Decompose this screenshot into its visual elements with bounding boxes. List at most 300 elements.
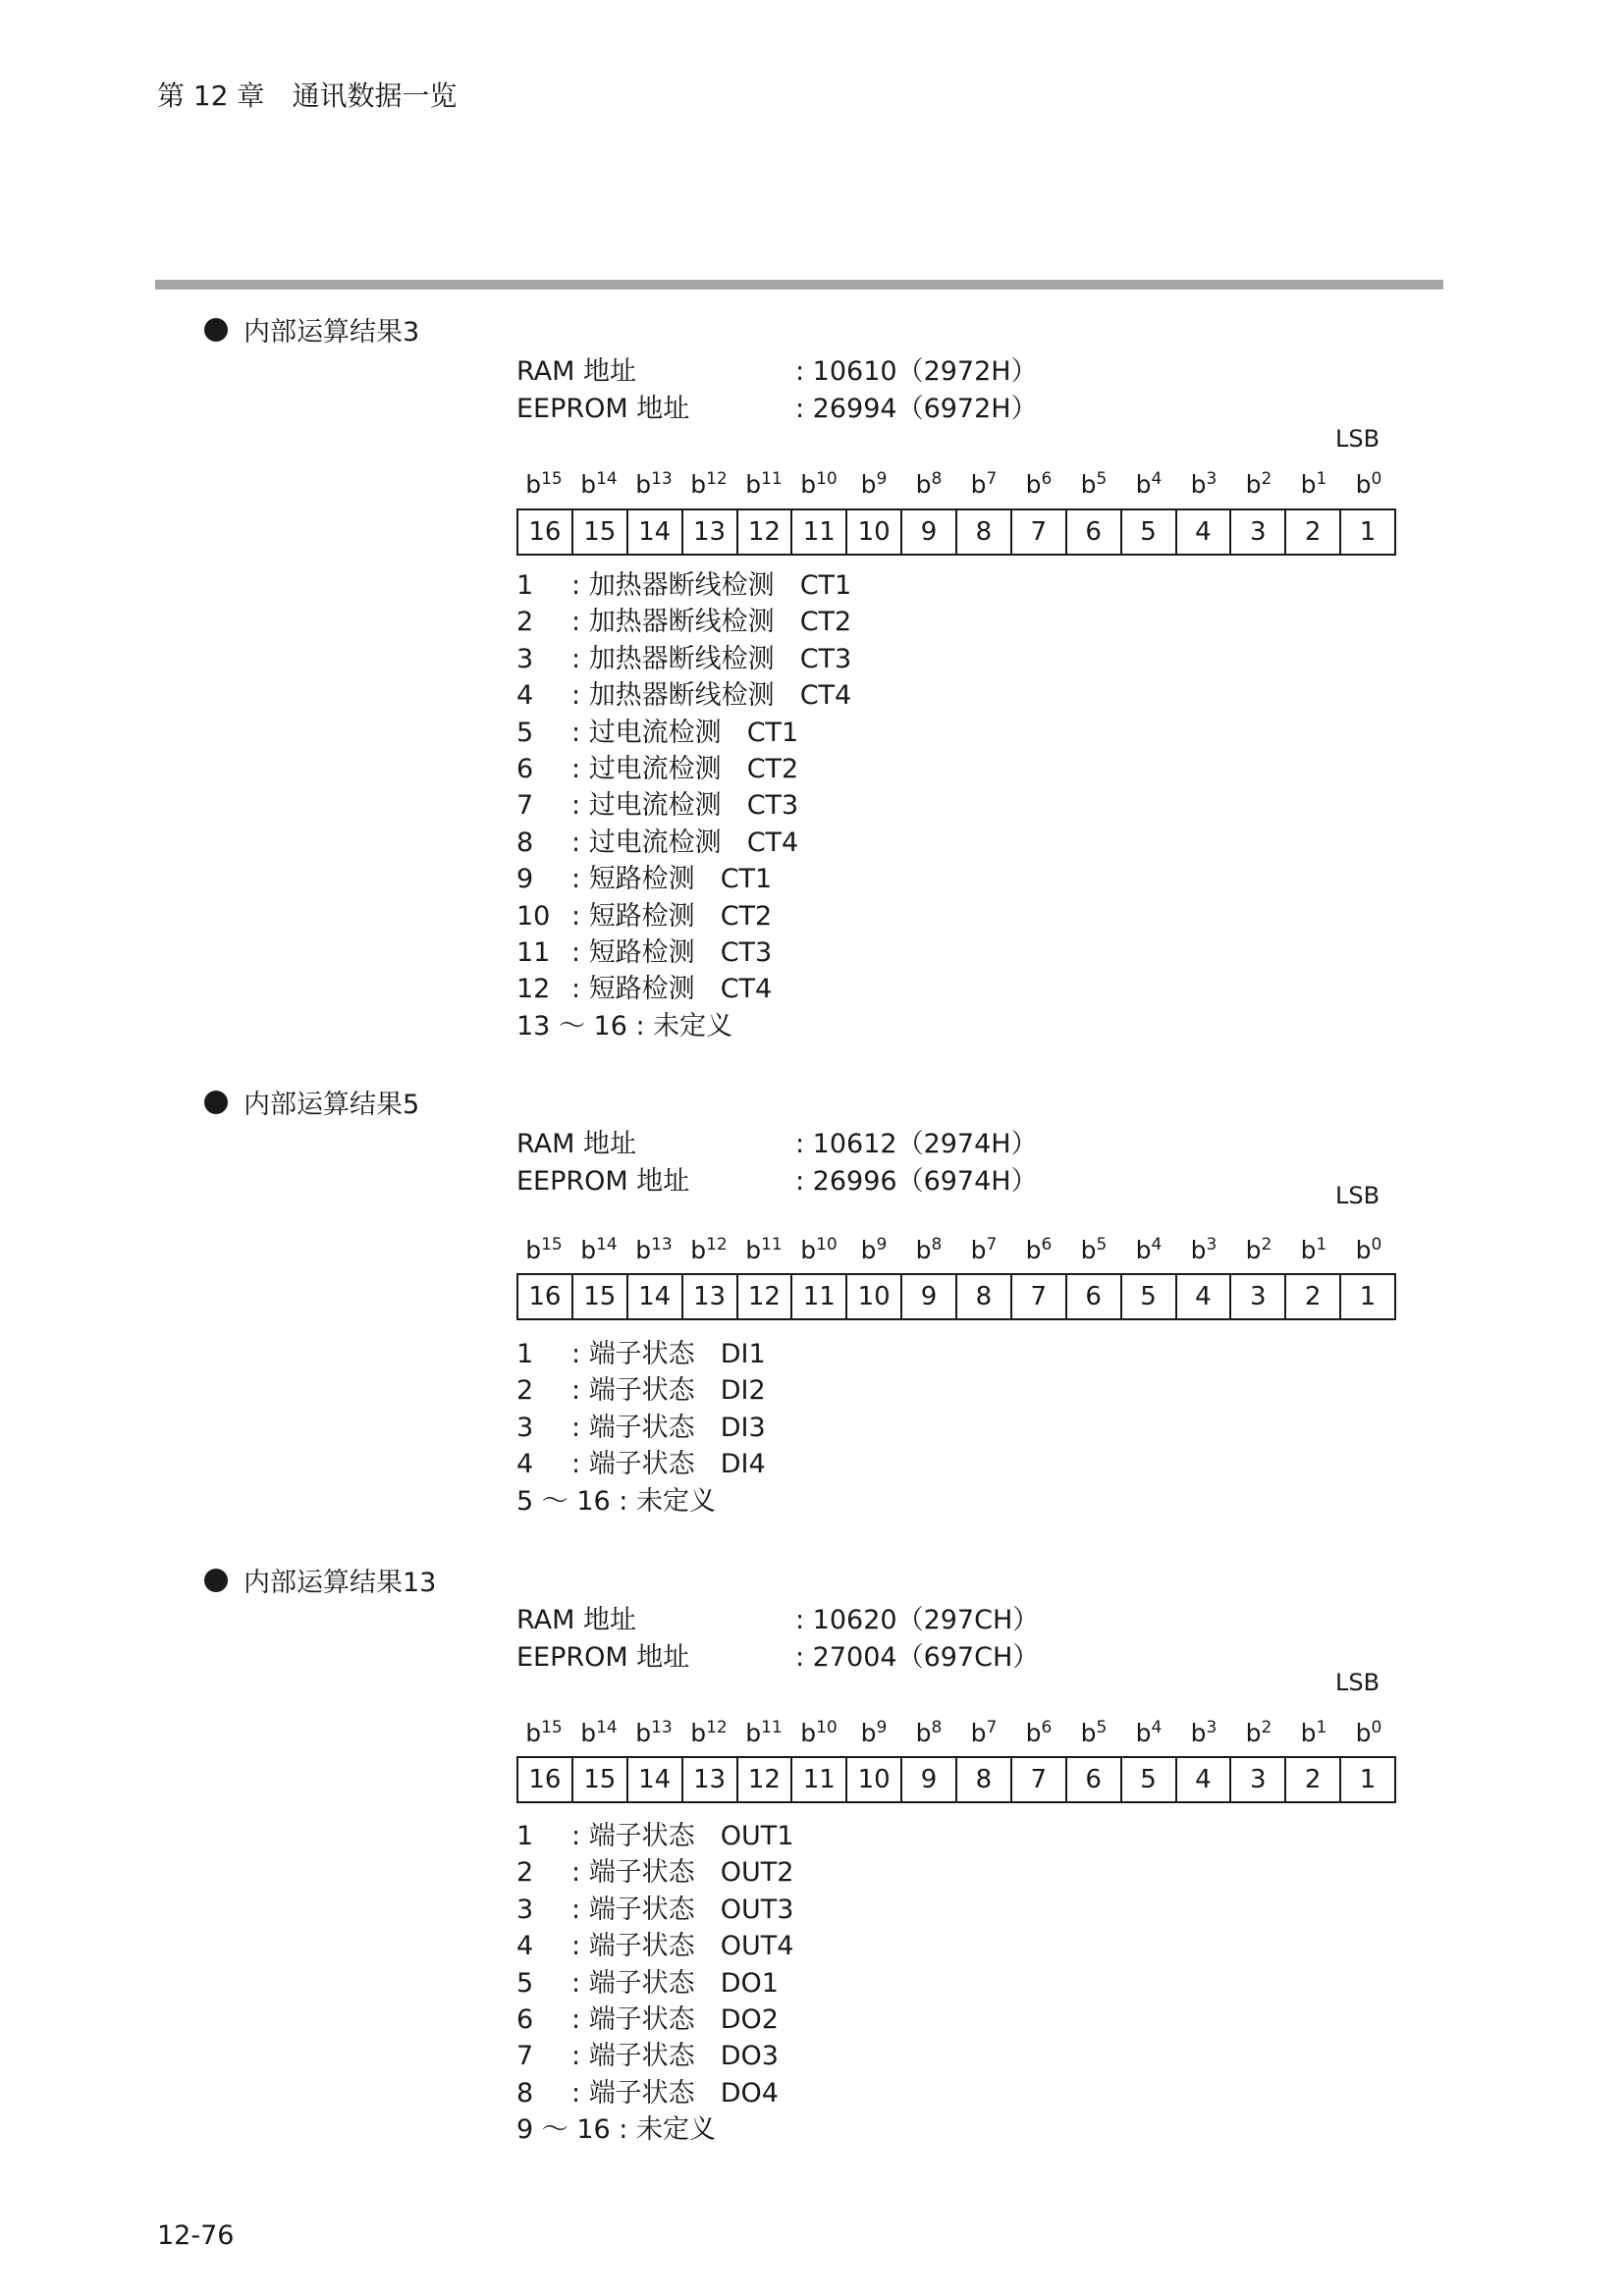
item-separator: : bbox=[571, 1821, 589, 1851]
bit-index: 0 bbox=[1371, 1235, 1382, 1255]
eeprom-address-row bbox=[516, 1635, 1039, 1674]
eeprom-address-label: EEPROM 地址 bbox=[516, 394, 690, 424]
bit-name: $b^4$ bbox=[1135, 1235, 1163, 1264]
list-item bbox=[516, 567, 851, 604]
bit-name: $b^2$ bbox=[1245, 1235, 1272, 1264]
bit-name: $b^3$ bbox=[1190, 469, 1218, 499]
bit-definition-list bbox=[516, 567, 851, 1044]
bit-index: 7 bbox=[986, 1235, 998, 1255]
item-description: 端子状态 bbox=[588, 1894, 695, 1925]
item-number: 3 bbox=[516, 1412, 534, 1443]
item-signal: DI2 bbox=[720, 1375, 766, 1407]
item-number: 1 bbox=[516, 1821, 534, 1851]
bit-cell: 1 bbox=[1339, 1275, 1394, 1318]
bit-name: $b^1$ bbox=[1300, 1718, 1327, 1747]
bit-cell: 6 bbox=[1065, 510, 1120, 554]
bit-name: $b^8$ bbox=[915, 1235, 943, 1264]
item-number: 6 bbox=[516, 754, 534, 785]
item-signal: OUT3 bbox=[720, 1894, 794, 1925]
bit-index: 12 bbox=[706, 1718, 728, 1737]
item-number: 7 bbox=[516, 790, 534, 822]
bit-name: $b^{10}$ bbox=[800, 1235, 838, 1264]
bit-name: $b^9$ bbox=[860, 469, 888, 499]
item-description: 短路检测 bbox=[588, 974, 695, 1005]
bit-index: 14 bbox=[596, 1235, 618, 1255]
bit-name: $b^{13}$ bbox=[635, 1235, 673, 1264]
bit-name: $b^{12}$ bbox=[690, 1718, 728, 1747]
bullet-icon bbox=[204, 1569, 228, 1592]
bit-index: 15 bbox=[541, 469, 563, 489]
item-separator: : bbox=[571, 643, 589, 674]
item-number: 4 bbox=[516, 1931, 534, 1962]
bit-names-row bbox=[516, 469, 1396, 499]
bit-index: 2 bbox=[1261, 1235, 1272, 1255]
bit-name: $b^{13}$ bbox=[635, 1718, 673, 1747]
bit-cell: 15 bbox=[571, 1758, 626, 1801]
item-separator: : bbox=[571, 1967, 589, 1999]
bit-definition-list bbox=[516, 1818, 793, 2149]
bit-index: 10 bbox=[816, 1235, 838, 1255]
bit-cell: 4 bbox=[1175, 1758, 1230, 1801]
section-heading bbox=[204, 310, 419, 348]
item-number: 7 bbox=[516, 2041, 534, 2072]
item-signal: OUT4 bbox=[720, 1931, 794, 1962]
item-number: 3 bbox=[516, 643, 534, 674]
ram-address-label: RAM 地址 bbox=[516, 356, 637, 387]
list-item bbox=[516, 751, 851, 787]
list-item bbox=[516, 677, 851, 714]
undefined-note: 9 ～ 16 : 未定义 bbox=[516, 2114, 716, 2146]
bit-name: $b^7$ bbox=[970, 1235, 998, 1264]
item-signal: CT4 bbox=[720, 974, 773, 1005]
bit-index: 14 bbox=[596, 1718, 618, 1737]
list-item bbox=[516, 1336, 766, 1372]
item-number: 4 bbox=[516, 1449, 534, 1480]
list-item bbox=[516, 787, 851, 824]
bit-cell: 6 bbox=[1065, 1275, 1120, 1318]
section-heading bbox=[204, 1083, 419, 1121]
item-number: 1 bbox=[516, 1339, 534, 1369]
header-divider bbox=[155, 280, 1443, 290]
bit-name: $b^5$ bbox=[1080, 1235, 1108, 1264]
list-item bbox=[516, 1372, 766, 1409]
bit-index: 5 bbox=[1096, 1235, 1108, 1255]
ram-address-value: : 10620（297CH） bbox=[795, 1605, 1040, 1635]
lsb-label: LSB bbox=[1335, 425, 1380, 453]
list-item bbox=[516, 1818, 793, 1854]
item-description: 端子状态 bbox=[588, 1375, 695, 1407]
bit-name: $b^9$ bbox=[860, 1718, 888, 1747]
item-separator: : bbox=[571, 1412, 589, 1443]
item-separator: : bbox=[571, 1857, 589, 1889]
bit-cell: 13 bbox=[681, 1758, 736, 1801]
bit-index: 13 bbox=[651, 469, 673, 489]
item-number: 8 bbox=[516, 2077, 534, 2109]
item-description: 过电流检测 bbox=[588, 827, 722, 858]
item-separator: : bbox=[571, 790, 589, 822]
bit-cell: 13 bbox=[681, 510, 736, 554]
item-description: 加热器断线检测 bbox=[588, 680, 775, 712]
bit-cell: 4 bbox=[1175, 1275, 1230, 1318]
bit-name: $b^8$ bbox=[915, 469, 943, 499]
eeprom-address-value: : 26994（6972H） bbox=[795, 394, 1038, 424]
section-title: 内部运算结果3 bbox=[244, 317, 420, 347]
bit-index: 6 bbox=[1041, 1235, 1053, 1255]
bit-cell: 2 bbox=[1284, 1758, 1339, 1801]
list-item bbox=[516, 1892, 793, 1928]
bit-cell: 16 bbox=[528, 1765, 562, 1794]
bit-index: 4 bbox=[1151, 1235, 1163, 1255]
item-description: 端子状态 bbox=[588, 1821, 695, 1851]
item-separator: : bbox=[571, 1449, 589, 1480]
bit-cell: 5 bbox=[1120, 1275, 1175, 1318]
item-signal: OUT1 bbox=[720, 1821, 794, 1851]
item-number: 4 bbox=[516, 680, 534, 712]
eeprom-address-value: : 27004（697CH） bbox=[795, 1642, 1040, 1673]
item-signal: CT4 bbox=[799, 680, 852, 712]
chapter-title: 通讯数据一览 bbox=[292, 80, 458, 112]
item-signal: CT2 bbox=[746, 754, 799, 785]
bit-index: 6 bbox=[1041, 469, 1053, 489]
bit-name: $b^5$ bbox=[1080, 469, 1108, 499]
bit-name: $b^0$ bbox=[1355, 1235, 1382, 1264]
list-item bbox=[516, 1965, 793, 2002]
bit-index: 7 bbox=[986, 469, 998, 489]
item-separator: : bbox=[571, 974, 589, 1005]
bit-name: $b^6$ bbox=[1025, 1718, 1053, 1747]
item-signal: CT4 bbox=[746, 827, 799, 858]
item-description: 过电流检测 bbox=[588, 790, 722, 822]
item-description: 端子状态 bbox=[588, 1857, 695, 1889]
list-item bbox=[516, 898, 851, 934]
list-item bbox=[516, 641, 851, 677]
bit-name: $b^6$ bbox=[1025, 469, 1053, 499]
ram-address-row bbox=[516, 1598, 1039, 1636]
item-separator: : bbox=[571, 680, 589, 712]
bit-cell: 7 bbox=[1010, 1758, 1065, 1801]
bit-index: 5 bbox=[1096, 469, 1108, 489]
item-signal: DO2 bbox=[720, 2004, 779, 2036]
bit-name: $b^{15}$ bbox=[525, 1718, 563, 1747]
bit-name: $b^8$ bbox=[915, 1718, 943, 1747]
bit-index: 15 bbox=[541, 1235, 563, 1255]
item-signal: CT2 bbox=[720, 900, 773, 932]
bit-definition-list bbox=[516, 1336, 766, 1520]
list-item bbox=[516, 2075, 793, 2111]
bit-index: 3 bbox=[1206, 1718, 1218, 1737]
bit-name: $b^{14}$ bbox=[580, 469, 618, 499]
bit-index: 9 bbox=[876, 1235, 888, 1255]
undefined-note: 5 ～ 16 : 未定义 bbox=[516, 1485, 716, 1517]
bit-cell: 3 bbox=[1229, 1275, 1284, 1318]
bit-cell: 14 bbox=[626, 1758, 681, 1801]
bit-name: $b^7$ bbox=[970, 1718, 998, 1747]
item-number: 6 bbox=[516, 2004, 534, 2036]
bullet-icon bbox=[204, 318, 228, 342]
item-separator: : bbox=[571, 607, 589, 638]
item-description: 短路检测 bbox=[588, 937, 695, 969]
bit-cell: 11 bbox=[790, 1275, 845, 1318]
eeprom-address-row bbox=[516, 387, 1038, 425]
bit-cell: 9 bbox=[900, 1758, 955, 1801]
item-separator: : bbox=[571, 827, 589, 858]
list-item bbox=[516, 825, 851, 861]
bit-name: $b^{12}$ bbox=[690, 469, 728, 499]
bit-cell: 11 bbox=[790, 1758, 845, 1801]
bit-name: $b^6$ bbox=[1025, 1235, 1053, 1264]
item-number: 12 bbox=[516, 974, 551, 1005]
bit-name: $b^4$ bbox=[1135, 469, 1163, 499]
item-separator: : bbox=[571, 864, 589, 895]
bit-index: 9 bbox=[876, 1718, 888, 1737]
bit-cell: 8 bbox=[955, 510, 1010, 554]
bit-index: 12 bbox=[706, 469, 728, 489]
bit-index: 0 bbox=[1371, 1718, 1382, 1737]
eeprom-address-row bbox=[516, 1159, 1038, 1198]
bit-name: $b^0$ bbox=[1355, 1718, 1382, 1747]
bit-cell: 15 bbox=[571, 1275, 626, 1318]
item-number: 3 bbox=[516, 1894, 534, 1925]
item-number: 2 bbox=[516, 1857, 534, 1889]
bit-index: 2 bbox=[1261, 469, 1272, 489]
item-separator: : bbox=[571, 937, 589, 969]
list-item bbox=[516, 934, 851, 971]
bit-name: $b^{10}$ bbox=[800, 1718, 838, 1747]
bit-name: $b^5$ bbox=[1080, 1718, 1108, 1747]
item-description: 端子状态 bbox=[588, 1449, 695, 1480]
bit-name: $b^1$ bbox=[1300, 469, 1327, 499]
bit-cell: 12 bbox=[736, 510, 791, 554]
bit-cell: 10 bbox=[845, 1275, 900, 1318]
bit-name: $b^{15}$ bbox=[525, 469, 563, 499]
bit-index: 8 bbox=[931, 1718, 943, 1737]
bit-cell: 9 bbox=[900, 510, 955, 554]
bit-index: 12 bbox=[706, 1235, 728, 1255]
item-description: 短路检测 bbox=[588, 900, 695, 932]
bit-cell: 10 bbox=[845, 510, 900, 554]
bit-name: $b^2$ bbox=[1245, 1718, 1272, 1747]
bit-cell: 15 bbox=[571, 510, 626, 554]
bit-index: 1 bbox=[1316, 469, 1327, 489]
item-signal: CT2 bbox=[799, 607, 852, 638]
bit-index: 1 bbox=[1316, 1718, 1327, 1737]
bit-cell: 3 bbox=[1229, 510, 1284, 554]
lsb-label: LSB bbox=[1335, 1182, 1380, 1209]
item-description: 短路检测 bbox=[588, 864, 695, 895]
bit-cell: 8 bbox=[955, 1758, 1010, 1801]
bit-name: $b^{13}$ bbox=[635, 469, 673, 499]
bit-cell: 10 bbox=[845, 1758, 900, 1801]
item-signal: CT3 bbox=[746, 790, 799, 822]
bit-index: 4 bbox=[1151, 1718, 1163, 1737]
item-description: 加热器断线检测 bbox=[588, 643, 775, 674]
ram-address-value: : 10610（2972H） bbox=[795, 356, 1038, 387]
bit-index: 8 bbox=[931, 469, 943, 489]
item-description: 端子状态 bbox=[588, 2077, 695, 2109]
lsb-label: LSB bbox=[1335, 1669, 1380, 1696]
item-number: 5 bbox=[516, 1967, 534, 1999]
ram-address-row bbox=[516, 349, 1038, 388]
item-description: 端子状态 bbox=[588, 1931, 695, 1962]
list-item bbox=[516, 971, 851, 1007]
bit-name: $b^{10}$ bbox=[800, 469, 838, 499]
list-item bbox=[516, 1928, 793, 1964]
bit-name: $b^{11}$ bbox=[745, 1235, 783, 1264]
item-separator: : bbox=[571, 2004, 589, 2036]
bit-cell: 14 bbox=[626, 1275, 681, 1318]
bit-cell: 4 bbox=[1175, 510, 1230, 554]
bit-name: $b^{14}$ bbox=[580, 1235, 618, 1264]
bit-index: 3 bbox=[1206, 1235, 1218, 1255]
bit-names-row bbox=[516, 1718, 1396, 1747]
bit-name: $b^{11}$ bbox=[745, 469, 783, 499]
item-number: 2 bbox=[516, 1375, 534, 1407]
item-separator: : bbox=[571, 1894, 589, 1925]
item-description: 端子状态 bbox=[588, 1412, 695, 1443]
bit-name: $b^7$ bbox=[970, 469, 998, 499]
list-item bbox=[516, 715, 851, 751]
page-header bbox=[157, 75, 457, 114]
bit-cell: 12 bbox=[736, 1758, 791, 1801]
item-separator: : bbox=[571, 717, 589, 748]
bit-name: $b^2$ bbox=[1245, 469, 1272, 499]
list-item bbox=[516, 604, 851, 640]
bit-cell: 12 bbox=[736, 1275, 791, 1318]
ram-address-value: : 10612（2974H） bbox=[795, 1129, 1038, 1159]
list-item bbox=[516, 2038, 793, 2074]
item-description: 端子状态 bbox=[588, 2004, 695, 2036]
bit-map-table bbox=[516, 508, 1396, 556]
bit-name: $b^3$ bbox=[1190, 1718, 1218, 1747]
ram-address-row bbox=[516, 1122, 1038, 1160]
item-number: 1 bbox=[516, 570, 534, 601]
item-separator: : bbox=[571, 1339, 589, 1369]
bit-cell: 5 bbox=[1120, 510, 1175, 554]
item-description: 过电流检测 bbox=[588, 754, 722, 785]
item-signal: DO1 bbox=[720, 1967, 779, 1999]
bit-cell: 8 bbox=[955, 1275, 1010, 1318]
bit-index: 13 bbox=[651, 1235, 673, 1255]
list-item bbox=[516, 1854, 793, 1891]
bit-name: $b^{12}$ bbox=[690, 1235, 728, 1264]
bit-index: 1 bbox=[1316, 1235, 1327, 1255]
bit-cell: 14 bbox=[626, 510, 681, 554]
item-signal: DO3 bbox=[720, 2041, 779, 2072]
bit-cell: 16 bbox=[528, 1282, 562, 1311]
bit-cell: 1 bbox=[1339, 510, 1394, 554]
bit-index: 0 bbox=[1371, 469, 1382, 489]
item-number: 9 bbox=[516, 864, 534, 895]
bit-index: 15 bbox=[541, 1718, 563, 1737]
bit-name: $b^0$ bbox=[1355, 469, 1382, 499]
bit-cell: 11 bbox=[790, 510, 845, 554]
bit-cell: 5 bbox=[1120, 1758, 1175, 1801]
bit-index: 11 bbox=[761, 1235, 783, 1255]
section-title: 内部运算结果5 bbox=[244, 1090, 420, 1120]
bit-index: 4 bbox=[1151, 469, 1163, 489]
item-separator: : bbox=[571, 900, 589, 932]
undefined-note: 13 ～ 16 : 未定义 bbox=[516, 1010, 733, 1041]
item-description: 端子状态 bbox=[588, 1967, 695, 1999]
item-signal: DI4 bbox=[720, 1449, 766, 1480]
bit-names-row bbox=[516, 1235, 1396, 1264]
bit-index: 9 bbox=[876, 469, 888, 489]
item-description: 加热器断线检测 bbox=[588, 570, 775, 601]
bullet-icon bbox=[204, 1091, 228, 1114]
ram-address-label: RAM 地址 bbox=[516, 1605, 637, 1635]
bit-index: 11 bbox=[761, 1718, 783, 1737]
bit-cell: 16 bbox=[528, 517, 562, 547]
item-signal: DO4 bbox=[720, 2077, 779, 2109]
bit-cell: 7 bbox=[1010, 1275, 1065, 1318]
eeprom-address-label: EEPROM 地址 bbox=[516, 1166, 690, 1197]
bit-index: 2 bbox=[1261, 1718, 1272, 1737]
item-description: 端子状态 bbox=[588, 1339, 695, 1369]
item-description: 端子状态 bbox=[588, 2041, 695, 2072]
eeprom-address-label: EEPROM 地址 bbox=[516, 1642, 690, 1673]
item-signal: DI3 bbox=[720, 1412, 766, 1443]
section-heading bbox=[204, 1561, 436, 1599]
item-number: 10 bbox=[516, 900, 551, 932]
bit-name: $b^9$ bbox=[860, 1235, 888, 1264]
item-signal: CT1 bbox=[720, 864, 773, 895]
bit-name: $b^3$ bbox=[1190, 1235, 1218, 1264]
ram-address-label: RAM 地址 bbox=[516, 1129, 637, 1159]
item-description: 过电流检测 bbox=[588, 717, 722, 748]
bit-index: 8 bbox=[931, 1235, 943, 1255]
bit-index: 10 bbox=[816, 1718, 838, 1737]
item-signal: CT1 bbox=[799, 570, 852, 601]
page-number: 12-76 bbox=[157, 2220, 235, 2251]
bit-index: 13 bbox=[651, 1718, 673, 1737]
list-item bbox=[516, 1410, 766, 1446]
item-signal: OUT2 bbox=[720, 1857, 794, 1889]
item-signal: CT3 bbox=[720, 937, 773, 969]
item-number: 2 bbox=[516, 607, 534, 638]
bit-index: 7 bbox=[986, 1718, 998, 1737]
list-item bbox=[516, 2002, 793, 2038]
item-separator: : bbox=[571, 1931, 589, 1962]
item-signal: CT1 bbox=[746, 717, 799, 748]
eeprom-address-value: : 26996（6974H） bbox=[795, 1166, 1038, 1197]
item-number: 8 bbox=[516, 827, 534, 858]
bit-cell: 3 bbox=[1229, 1758, 1284, 1801]
chapter-label: 第 12 章 bbox=[157, 80, 265, 112]
bit-cell: 7 bbox=[1010, 510, 1065, 554]
item-number: 11 bbox=[516, 937, 551, 969]
item-separator: : bbox=[571, 570, 589, 601]
bit-name: $b^{14}$ bbox=[580, 1718, 618, 1747]
item-separator: : bbox=[571, 2041, 589, 2072]
bit-map-table bbox=[516, 1756, 1396, 1803]
item-signal: CT3 bbox=[799, 643, 852, 674]
bit-cell: 1 bbox=[1339, 1758, 1394, 1801]
bit-index: 10 bbox=[816, 469, 838, 489]
bit-cell: 2 bbox=[1284, 1275, 1339, 1318]
item-separator: : bbox=[571, 2077, 589, 2109]
section-title: 内部运算结果13 bbox=[244, 1568, 437, 1598]
bit-name: $b^{15}$ bbox=[525, 1235, 563, 1264]
bit-index: 14 bbox=[596, 469, 618, 489]
bit-map-table bbox=[516, 1273, 1396, 1320]
item-separator: : bbox=[571, 754, 589, 785]
bit-index: 11 bbox=[761, 469, 783, 489]
item-description: 加热器断线检测 bbox=[588, 607, 775, 638]
bit-cell: 6 bbox=[1065, 1758, 1120, 1801]
bit-cell: 9 bbox=[900, 1275, 955, 1318]
bit-name: $b^1$ bbox=[1300, 1235, 1327, 1264]
item-number: 5 bbox=[516, 717, 534, 748]
